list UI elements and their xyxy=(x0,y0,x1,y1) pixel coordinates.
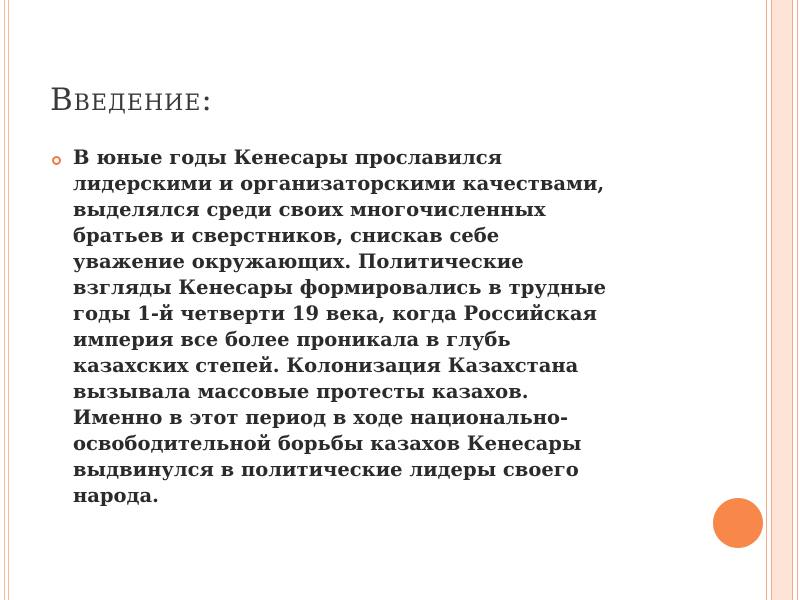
text-line: империя все более проникала в глубь xyxy=(73,328,511,351)
text-line: казахских степей. Колонизация Казахстана xyxy=(73,354,579,377)
text-line: уважение окружающих. Политические xyxy=(73,250,524,273)
right-border-line xyxy=(792,0,793,600)
text-line: выделялся среди своих многочисленных xyxy=(73,198,546,221)
text-line: выдвинулся в политические лидеры своего xyxy=(73,458,579,481)
text-line: Именно в этот период в ходе национально- xyxy=(73,406,569,429)
text-line: вызывала массовые протесты казахов. xyxy=(73,380,529,403)
bullet-text xyxy=(73,145,693,509)
left-border-line xyxy=(4,0,5,600)
text-line: народа. xyxy=(73,484,159,507)
right-border-line xyxy=(797,0,798,600)
text-line: братьев и сверстников, снискав себе xyxy=(73,224,500,247)
right-border-line xyxy=(766,0,767,600)
text-line: освободительной борьбы казахов Кенесары xyxy=(73,432,582,455)
text-line: годы 1-й четверти 19 века, когда Российская xyxy=(73,302,597,325)
text-line: В юные годы Кенесары прославился xyxy=(73,146,503,169)
right-decorative-band xyxy=(772,0,792,600)
right-border-line xyxy=(771,0,772,600)
left-border-line xyxy=(8,0,9,600)
bullet-ring-icon xyxy=(52,156,61,165)
slide-title: Введение: xyxy=(50,82,213,118)
orange-circle-decoration xyxy=(713,498,763,548)
text-line: лидерскими и организаторскими качествами, xyxy=(73,172,605,195)
text-line: взгляды Кенесары формировались в трудные xyxy=(73,276,607,299)
